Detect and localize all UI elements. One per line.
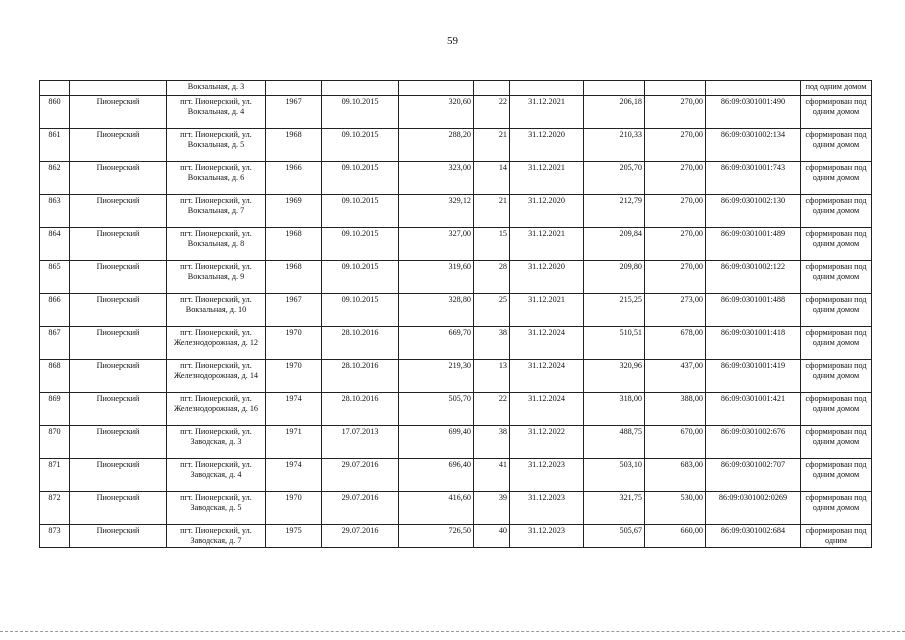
cell-address: пгт. Пионерский, ул. Железнодорожная, д. 14 (167, 360, 266, 393)
cell-residents-count: 25 (474, 294, 510, 327)
cell-address: пгт. Пионерский, ул. Вокзальная, д. 4 (167, 96, 266, 129)
table-row (40, 393, 872, 426)
table-row (40, 360, 872, 393)
cell-address: пгт. Пионерский, ул. Заводская, д. 4 (167, 459, 266, 492)
cell-settlement: Пионерский (70, 459, 167, 492)
table-row (40, 129, 872, 162)
table-row (40, 81, 872, 96)
cell-area-provided: 678,00 (645, 327, 706, 360)
cell-residents-count: 15 (474, 228, 510, 261)
cell-land-status: сформирован под одним домом (801, 360, 872, 393)
cell-build-year: 1970 (266, 327, 322, 360)
cell-row-number: 865 (40, 261, 70, 294)
cell-land-status: сформирован под одним домом (801, 261, 872, 294)
cell-residents-count: 14 (474, 162, 510, 195)
cell-planned-date: 31.12.2021 (510, 228, 584, 261)
cell-area-provided: 273,00 (645, 294, 706, 327)
cell-planned-date: 31.12.2020 (510, 129, 584, 162)
table-row (40, 459, 872, 492)
cell-residents-count: 28 (474, 261, 510, 294)
cell-area: 726,50 (399, 525, 474, 548)
cell-settlement: Пионерский (70, 393, 167, 426)
cell-land-status: сформирован под одним домом (801, 162, 872, 195)
cell-recognition-date: 29.07.2016 (322, 459, 399, 492)
cell-build-year: 1971 (266, 426, 322, 459)
cell-planned-date: 31.12.2021 (510, 294, 584, 327)
cell-build-year: 1968 (266, 261, 322, 294)
cell-row-number: 873 (40, 525, 70, 548)
cell-planned-date: 31.12.2024 (510, 327, 584, 360)
cell-build-year: 1974 (266, 459, 322, 492)
cell-area-resettled: 510,51 (584, 327, 645, 360)
cell-area-resettled: 212,79 (584, 195, 645, 228)
cell-area-provided: 270,00 (645, 129, 706, 162)
cell-build-year (266, 81, 322, 96)
cell-residents-count (474, 81, 510, 96)
cell-recognition-date: 09.10.2015 (322, 261, 399, 294)
cell-settlement: Пионерский (70, 426, 167, 459)
cell-recognition-date: 28.10.2016 (322, 360, 399, 393)
cell-area-resettled: 488,75 (584, 426, 645, 459)
cell-area: 669,70 (399, 327, 474, 360)
cell-planned-date: 31.12.2020 (510, 261, 584, 294)
cell-build-year: 1967 (266, 96, 322, 129)
cell-settlement: Пионерский (70, 525, 167, 548)
cell-planned-date: 31.12.2021 (510, 96, 584, 129)
cell-cadastral-number: 86:09:0301001:419 (706, 360, 801, 393)
table-row (40, 327, 872, 360)
cell-build-year: 1970 (266, 492, 322, 525)
cell-residents-count: 38 (474, 327, 510, 360)
cell-cadastral-number: 86:09:0301002:134 (706, 129, 801, 162)
cell-row-number: 866 (40, 294, 70, 327)
cell-row-number: 867 (40, 327, 70, 360)
cell-recognition-date: 09.10.2015 (322, 129, 399, 162)
cell-land-status: сформирован под одним домом (801, 195, 872, 228)
table-row (40, 96, 872, 129)
cell-area-provided: 270,00 (645, 162, 706, 195)
cell-land-status: сформирован под одним домом (801, 426, 872, 459)
cell-row-number: 864 (40, 228, 70, 261)
cell-area-provided (645, 81, 706, 96)
cell-planned-date: 31.12.2022 (510, 426, 584, 459)
cell-land-status: сформирован под одним (801, 525, 872, 548)
cell-area-resettled: 321,75 (584, 492, 645, 525)
cell-area-resettled: 320,96 (584, 360, 645, 393)
cell-cadastral-number: 86:09:0301001:489 (706, 228, 801, 261)
cell-residents-count: 38 (474, 426, 510, 459)
cell-residents-count: 40 (474, 525, 510, 548)
cell-area-resettled: 206,18 (584, 96, 645, 129)
cell-row-number: 869 (40, 393, 70, 426)
cell-row-number: 862 (40, 162, 70, 195)
cell-address: пгт. Пионерский, ул. Вокзальная, д. 7 (167, 195, 266, 228)
cell-area-resettled: 205,70 (584, 162, 645, 195)
cell-area: 416,60 (399, 492, 474, 525)
cell-row-number: 870 (40, 426, 70, 459)
cell-planned-date: 31.12.2023 (510, 459, 584, 492)
cell-area: 328,80 (399, 294, 474, 327)
cell-planned-date: 31.12.2024 (510, 360, 584, 393)
cell-planned-date: 31.12.2021 (510, 162, 584, 195)
cell-recognition-date (322, 81, 399, 96)
cell-settlement: Пионерский (70, 294, 167, 327)
cell-address: пгт. Пионерский, ул. Вокзальная, д. 8 (167, 228, 266, 261)
cell-area-resettled: 503,10 (584, 459, 645, 492)
cell-settlement (70, 81, 167, 96)
cell-cadastral-number: 86:09:0301002:707 (706, 459, 801, 492)
table-row (40, 294, 872, 327)
cell-residents-count: 41 (474, 459, 510, 492)
cell-area-provided: 270,00 (645, 261, 706, 294)
cell-area-resettled: 215,25 (584, 294, 645, 327)
cell-build-year: 1968 (266, 228, 322, 261)
cell-area: 327,00 (399, 228, 474, 261)
cell-land-status: сформирован под одним домом (801, 228, 872, 261)
cell-area-provided: 683,00 (645, 459, 706, 492)
cell-settlement: Пионерский (70, 261, 167, 294)
cell-area: 696,40 (399, 459, 474, 492)
cell-settlement: Пионерский (70, 327, 167, 360)
table-row (40, 228, 872, 261)
cell-area-provided: 270,00 (645, 96, 706, 129)
cell-area-provided: 437,00 (645, 360, 706, 393)
page-number: 59 (447, 35, 458, 47)
cell-area: 319,60 (399, 261, 474, 294)
cell-land-status: под одним домом (801, 81, 872, 96)
table-row (40, 195, 872, 228)
cell-land-status: сформирован под одним домом (801, 492, 872, 525)
cell-cadastral-number: 86:09:0301001:488 (706, 294, 801, 327)
cell-cadastral-number: 86:09:0301001:418 (706, 327, 801, 360)
cell-settlement: Пионерский (70, 162, 167, 195)
cell-row-number: 868 (40, 360, 70, 393)
cell-row-number: 860 (40, 96, 70, 129)
cell-area-provided: 388,00 (645, 393, 706, 426)
cell-land-status: сформирован под одним домом (801, 294, 872, 327)
housing-registry-table (39, 80, 872, 548)
cell-address: пгт. Пионерский, ул. Вокзальная, д. 6 (167, 162, 266, 195)
cell-build-year: 1970 (266, 360, 322, 393)
cell-cadastral-number: 86:09:0301002:676 (706, 426, 801, 459)
cell-recognition-date: 29.07.2016 (322, 525, 399, 548)
cell-residents-count: 21 (474, 129, 510, 162)
cell-settlement: Пионерский (70, 492, 167, 525)
table-body (40, 81, 872, 548)
cell-area (399, 81, 474, 96)
cell-cadastral-number: 86:09:0301002:130 (706, 195, 801, 228)
cell-address: Вокзальная, д. 3 (167, 81, 266, 96)
cell-land-status: сформирован под одним домом (801, 393, 872, 426)
cell-row-number: 863 (40, 195, 70, 228)
cell-build-year: 1969 (266, 195, 322, 228)
cell-settlement: Пионерский (70, 96, 167, 129)
cell-cadastral-number: 86:09:0301002:684 (706, 525, 801, 548)
cell-planned-date: 31.12.2023 (510, 492, 584, 525)
cell-area-resettled: 505,67 (584, 525, 645, 548)
cell-address: пгт. Пионерский, ул. Заводская, д. 7 (167, 525, 266, 548)
page-bottom-edge (0, 631, 905, 632)
cell-recognition-date: 09.10.2015 (322, 294, 399, 327)
cell-recognition-date: 29.07.2016 (322, 492, 399, 525)
cell-area: 219,30 (399, 360, 474, 393)
cell-cadastral-number (706, 81, 801, 96)
cell-area-provided: 660,00 (645, 525, 706, 548)
cell-cadastral-number: 86:09:0301002:0269 (706, 492, 801, 525)
table-row (40, 426, 872, 459)
cell-land-status: сформирован под одним домом (801, 129, 872, 162)
cell-area-resettled: 210,33 (584, 129, 645, 162)
cell-planned-date (510, 81, 584, 96)
cell-build-year: 1974 (266, 393, 322, 426)
cell-area: 323,00 (399, 162, 474, 195)
cell-address: пгт. Пионерский, ул. Железнодорожная, д. 16 (167, 393, 266, 426)
table-row (40, 492, 872, 525)
cell-address: пгт. Пионерский, ул. Вокзальная, д. 5 (167, 129, 266, 162)
cell-land-status: сформирован под одним домом (801, 96, 872, 129)
cell-recognition-date: 28.10.2016 (322, 393, 399, 426)
cell-settlement: Пионерский (70, 195, 167, 228)
cell-build-year: 1975 (266, 525, 322, 548)
cell-area-provided: 670,00 (645, 426, 706, 459)
cell-area-provided: 270,00 (645, 228, 706, 261)
cell-area-resettled: 209,84 (584, 228, 645, 261)
cell-build-year: 1967 (266, 294, 322, 327)
cell-address: пгт. Пионерский, ул. Заводская, д. 3 (167, 426, 266, 459)
cell-area: 320,60 (399, 96, 474, 129)
cell-row-number: 872 (40, 492, 70, 525)
cell-settlement: Пионерский (70, 360, 167, 393)
cell-build-year: 1968 (266, 129, 322, 162)
cell-area: 288,20 (399, 129, 474, 162)
cell-address: пгт. Пионерский, ул. Вокзальная, д. 9 (167, 261, 266, 294)
cell-row-number: 871 (40, 459, 70, 492)
cell-row-number: 861 (40, 129, 70, 162)
cell-settlement: Пионерский (70, 228, 167, 261)
cell-cadastral-number: 86:09:0301001:421 (706, 393, 801, 426)
cell-address: пгт. Пионерский, ул. Заводская, д. 5 (167, 492, 266, 525)
cell-residents-count: 22 (474, 393, 510, 426)
cell-recognition-date: 09.10.2015 (322, 162, 399, 195)
cell-residents-count: 39 (474, 492, 510, 525)
cell-residents-count: 13 (474, 360, 510, 393)
cell-cadastral-number: 86:09:0301001:490 (706, 96, 801, 129)
cell-land-status: сформирован под одним домом (801, 459, 872, 492)
cell-residents-count: 22 (474, 96, 510, 129)
table-row (40, 162, 872, 195)
cell-cadastral-number: 86:09:0301001:743 (706, 162, 801, 195)
cell-settlement: Пионерский (70, 129, 167, 162)
cell-land-status: сформирован под одним домом (801, 327, 872, 360)
cell-recognition-date: 28.10.2016 (322, 327, 399, 360)
cell-area-resettled: 209,80 (584, 261, 645, 294)
cell-area-provided: 270,00 (645, 195, 706, 228)
cell-cadastral-number: 86:09:0301002:122 (706, 261, 801, 294)
cell-area-provided: 530,00 (645, 492, 706, 525)
cell-area: 505,70 (399, 393, 474, 426)
cell-residents-count: 21 (474, 195, 510, 228)
cell-recognition-date: 09.10.2015 (322, 96, 399, 129)
cell-build-year: 1966 (266, 162, 322, 195)
table-row (40, 261, 872, 294)
cell-area: 699,40 (399, 426, 474, 459)
cell-recognition-date: 09.10.2015 (322, 228, 399, 261)
cell-row-number (40, 81, 70, 96)
cell-area-resettled: 318,00 (584, 393, 645, 426)
cell-area: 329,12 (399, 195, 474, 228)
cell-planned-date: 31.12.2020 (510, 195, 584, 228)
cell-recognition-date: 09.10.2015 (322, 195, 399, 228)
cell-address: пгт. Пионерский, ул. Железнодорожная, д. 12 (167, 327, 266, 360)
table-row (40, 525, 872, 548)
cell-area-resettled (584, 81, 645, 96)
cell-address: пгт. Пионерский, ул. Вокзальная, д. 10 (167, 294, 266, 327)
cell-planned-date: 31.12.2024 (510, 393, 584, 426)
cell-recognition-date: 17.07.2013 (322, 426, 399, 459)
cell-planned-date: 31.12.2023 (510, 525, 584, 548)
